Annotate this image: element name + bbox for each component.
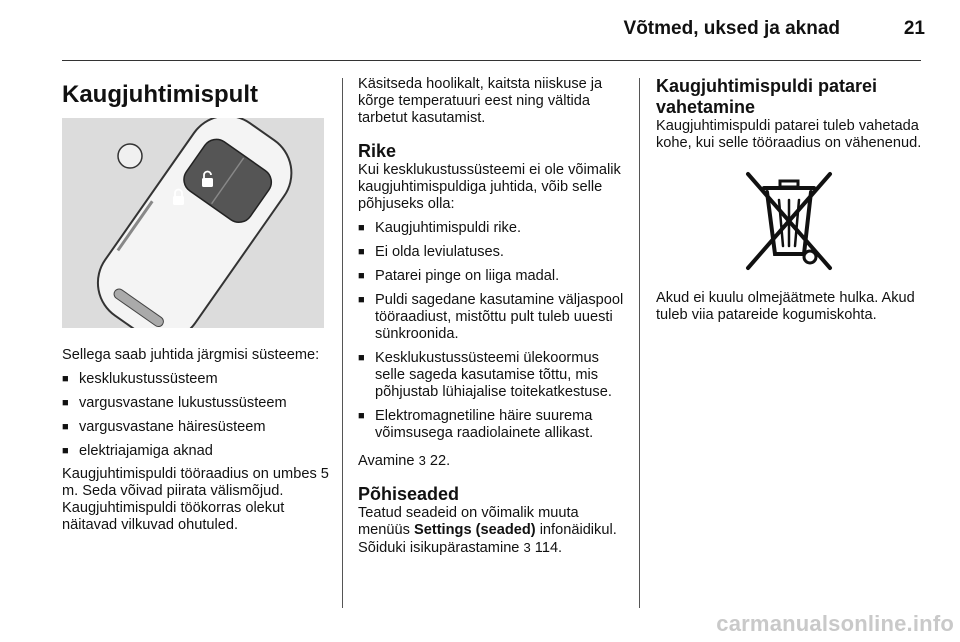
section-heading-battery: Kaugjuhtimispuldi patarei vahetamine xyxy=(656,76,878,117)
fault-list xyxy=(358,220,628,442)
settings-menu-name: Settings (seaded) xyxy=(413,522,536,538)
reference-label: Avamine xyxy=(358,453,415,469)
basic-settings-text-2: infonäidikul. Sõiduki isikupärastamine xyxy=(358,522,617,556)
column-3 xyxy=(656,76,922,324)
reference-page-link[interactable]: 114. xyxy=(534,540,563,556)
crossed-bin-icon xyxy=(734,166,844,276)
list-item: ■ Kesklukustussüsteemi ülekoormus selle sageda kasutamise tõttu, mis põhjustab lühiajalise toitekatkestuse. xyxy=(358,350,628,401)
page-header-title: Võtmed, uksed ja aknad xyxy=(623,18,840,39)
fault-reference xyxy=(358,452,628,470)
section-heading-fault: Rike xyxy=(358,141,397,161)
care-text: Käsitseda hoolikalt, kaitsta niiskuse ja kõrge temperatuuri eest ning vältida tarbetut kasutamist. xyxy=(358,76,603,126)
watermark: carmanualsonline.info xyxy=(716,611,954,636)
list-item: ■ Patarei pinge on liiga madal. xyxy=(358,268,628,285)
list-item: ■ kesklukustussüsteem xyxy=(62,371,334,388)
disposal-text: Akud ei kuulu olmejäätmete hulka. Akud tuleb viia patareide kogumiskohta. xyxy=(656,290,915,323)
list-item: ■ Kaugjuhtimispuldi rike. xyxy=(358,220,628,237)
column-divider-1 xyxy=(342,78,343,608)
systems-list xyxy=(62,371,334,460)
list-item: ■ elektriajamiga aknad xyxy=(62,443,334,460)
fault-intro: Kui kesklukustussüsteemi ei ole võimalik kaugjuhtimispuldiga juhtida, võib selle põhjuseks olla: xyxy=(358,162,621,212)
reference-page-link[interactable]: 22. xyxy=(429,453,451,469)
list-item: ■ Puldi sagedane kasutamine väljaspool tööraadiust, mistõttu pult tuleb uuesti sünkroonida. xyxy=(358,292,628,343)
header-rule xyxy=(62,60,921,61)
column-2 xyxy=(358,76,628,557)
battery-intro: Kaugjuhtimispuldi patarei tuleb vahetada kohe, kui selle tööraadius on vähenenud. xyxy=(656,118,922,151)
reference-arrow-icon: 3 xyxy=(418,453,426,468)
remote-key-illustration xyxy=(62,118,324,328)
basic-settings-text-1: Teatud seadeid on võimalik muuta menüüs xyxy=(358,505,579,538)
list-item: ■ Elektromagnetiline häire suurema võimsusega raadiolainete allikast. xyxy=(358,408,628,442)
column-1 xyxy=(62,76,334,534)
list-item: ■ vargusvastane häiresüsteem xyxy=(62,419,334,436)
section-heading-basic-settings: Põhiseaded xyxy=(358,484,460,504)
page-number: 21 xyxy=(903,18,925,39)
range-text: Kaugjuhtimispuldi tööraadius on umbes 5 m. Seda võivad piirata välismõjud. Kaugjuhtimispuldi töökorras olekut näitavad vilkuvad ohutuled. xyxy=(62,466,329,533)
systems-intro: Sellega saab juhtida järgmisi süsteeme: xyxy=(62,347,320,363)
column-divider-2 xyxy=(639,78,640,608)
list-item: ■ vargusvastane lukustussüsteem xyxy=(62,395,334,412)
section-heading-remote-control: Kaugjuhtimispult xyxy=(62,81,258,108)
basic-settings-text xyxy=(358,505,628,557)
reference-arrow-icon: 3 xyxy=(523,540,531,555)
list-item: ■ Ei olda leviulatuses. xyxy=(358,244,628,261)
